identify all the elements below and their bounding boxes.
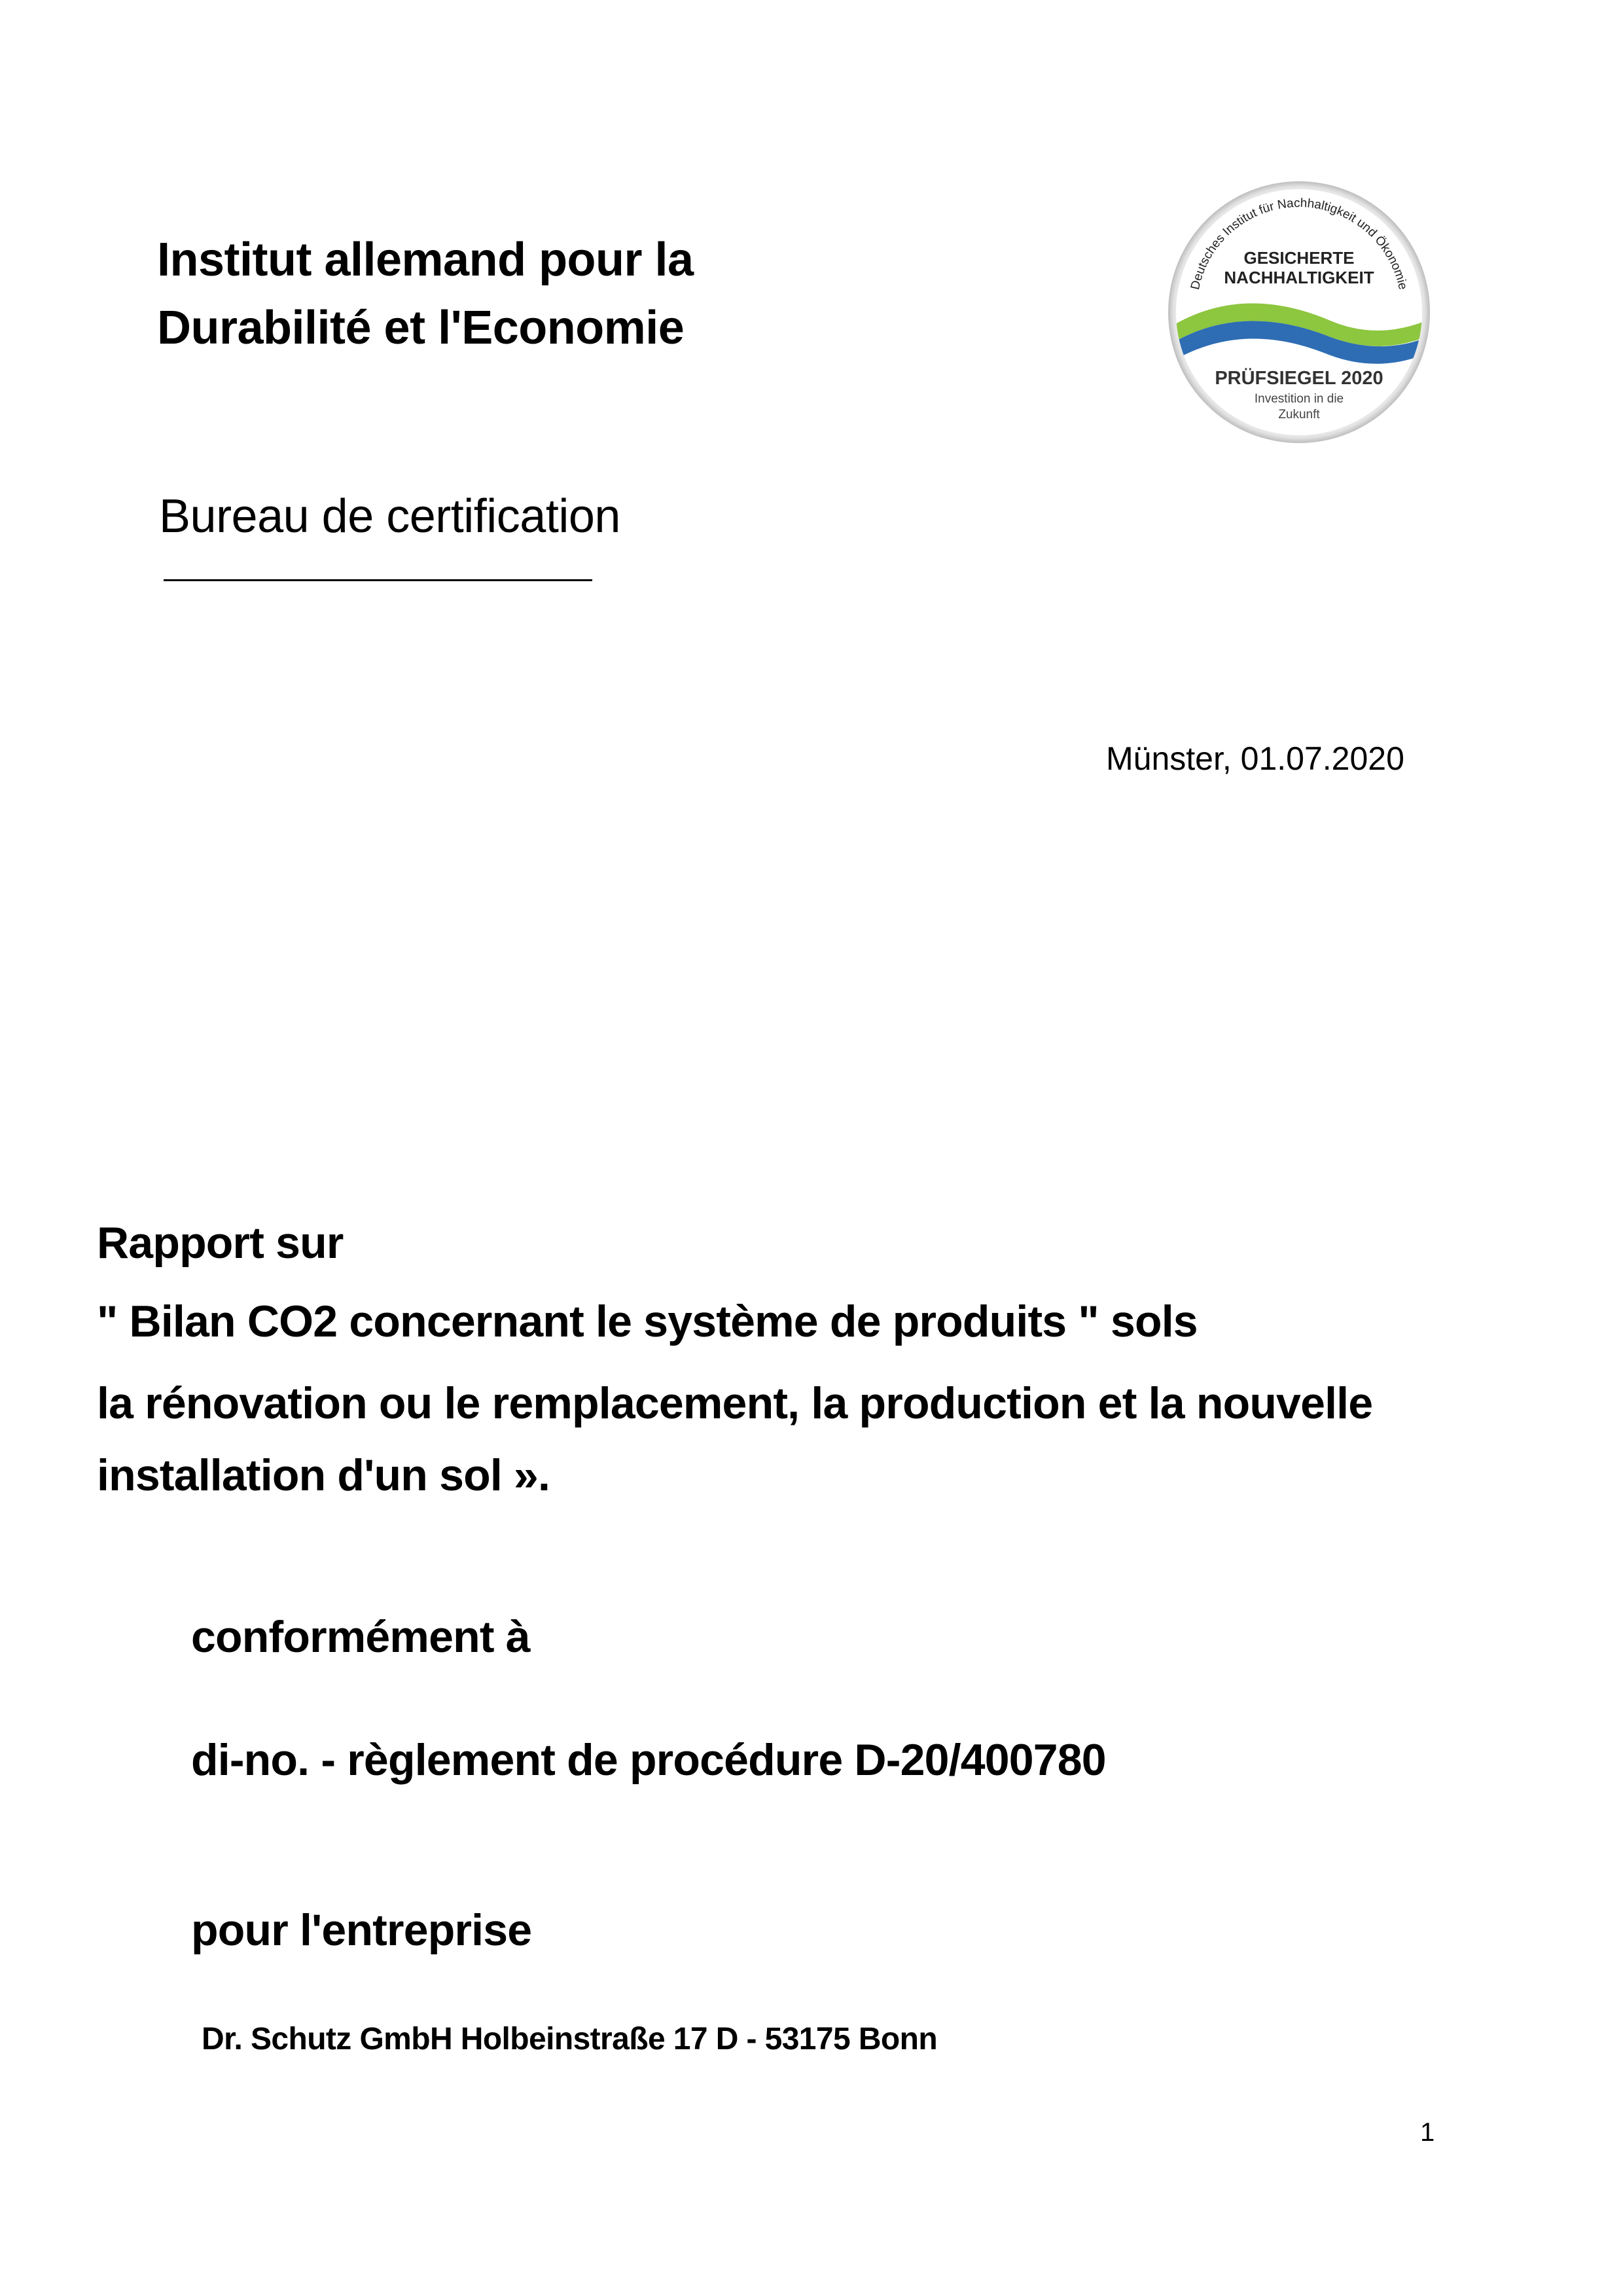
company-address: Dr. Schutz GmbH Holbeinstraße 17 D - 53175 Bonn xyxy=(202,2022,938,2056)
seal-year-label: PRÜFSIEGEL 2020 xyxy=(1215,368,1383,389)
seal-arc-text: Deutsches Institut für Nachhaltigkeit und Ökonomie xyxy=(1188,196,1410,291)
institute-name xyxy=(157,226,694,362)
company-label: pour l'entreprise xyxy=(191,1905,532,1955)
report-title-line1: Rapport sur xyxy=(97,1218,344,1268)
seal-tagline-line2: Zukunft xyxy=(1278,408,1320,422)
place-and-date: Münster, 01.07.2020 xyxy=(1106,740,1404,777)
regulation-reference: di-no. - règlement de procédure D-20/400780 xyxy=(191,1735,1106,1785)
seal-title-line2: NACHHALTIGKEIT xyxy=(1224,268,1374,287)
header-underline xyxy=(164,579,592,581)
seal-title-line1: GESICHERTE xyxy=(1243,248,1355,268)
report-title-line2: " Bilan CO2 concernant le système de produits " sols xyxy=(97,1297,1198,1346)
institute-name-line2: Durabilité et l'Economie xyxy=(157,302,685,354)
certification-seal-icon xyxy=(1167,180,1431,444)
seal-tagline-line1: Investition in die xyxy=(1254,392,1344,406)
page-number: 1 xyxy=(1420,2118,1435,2147)
institute-name-line1: Institut allemand pour la xyxy=(157,234,694,286)
report-title-line3: la rénovation ou le remplacement, la production et la nouvelle xyxy=(97,1378,1373,1428)
report-title-line4: installation d'un sol ». xyxy=(97,1450,550,1500)
certification-office: Bureau de certification xyxy=(159,490,620,543)
conformity-label: conformément à xyxy=(191,1612,530,1662)
